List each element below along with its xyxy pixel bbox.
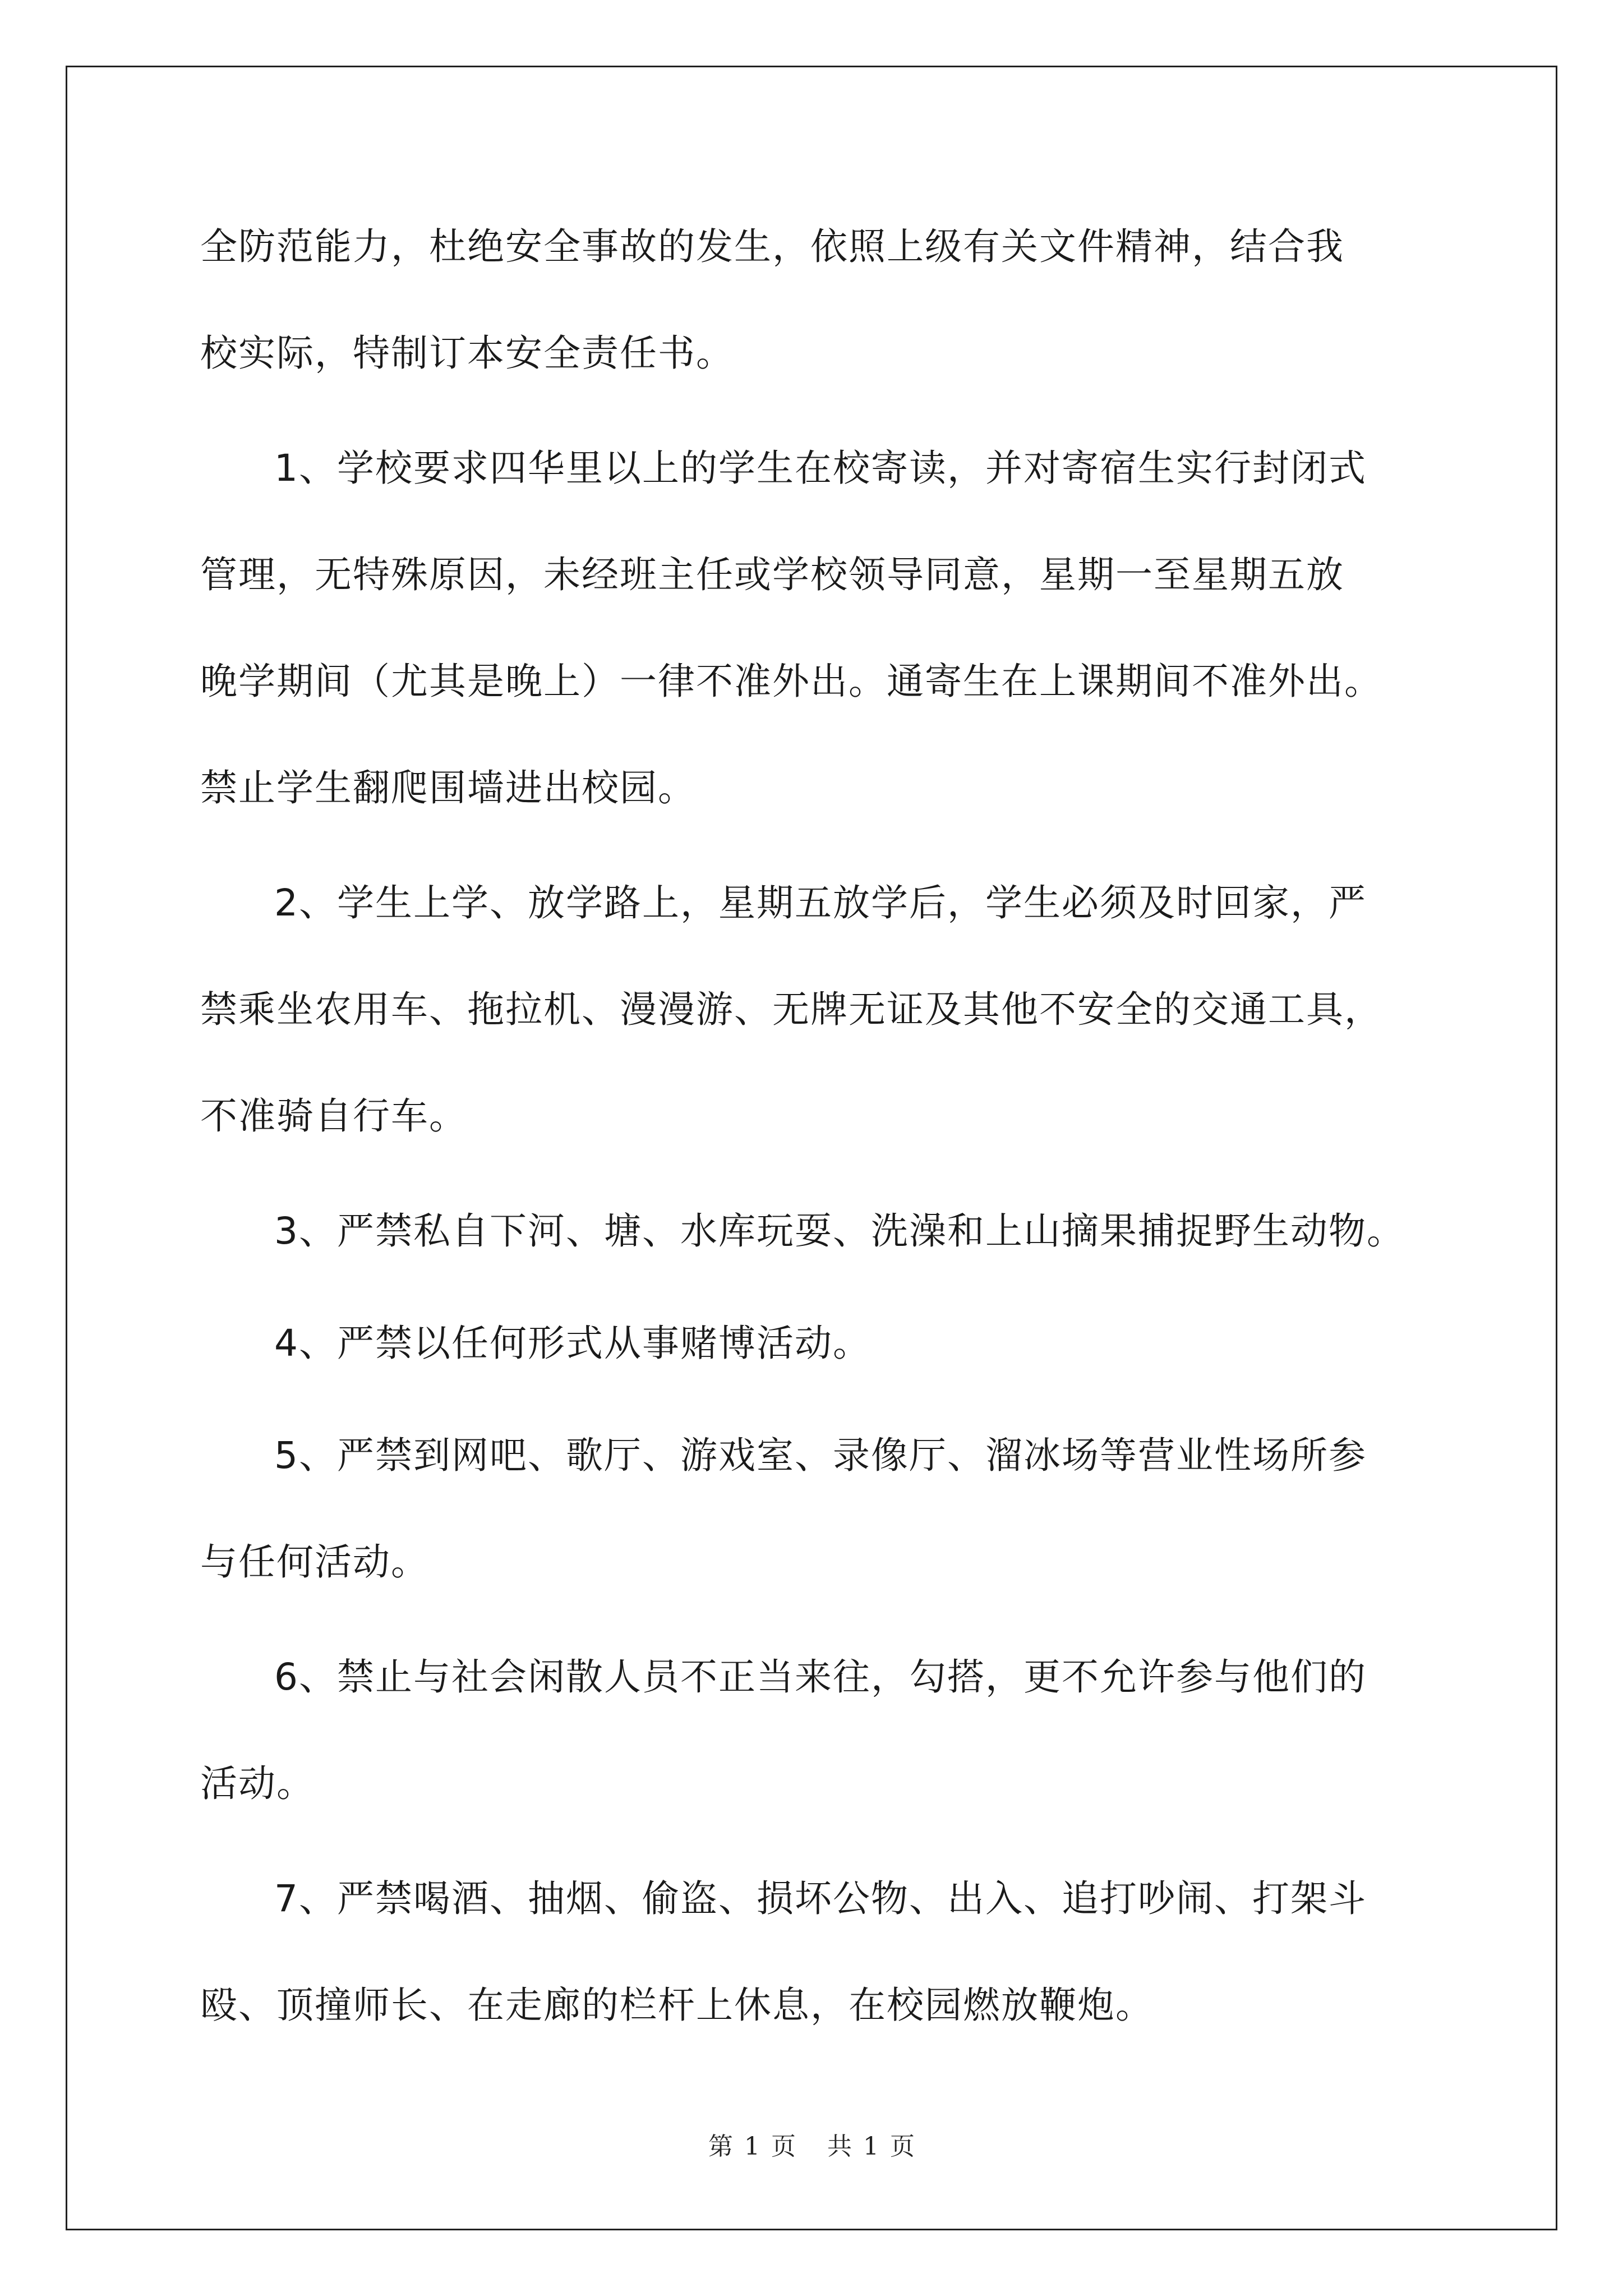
paragraph-2-start: 2、学生上学、放学路上，星期五放学后，学生必须及时回家，严: [274, 881, 1367, 924]
text-line: 禁止学生翻爬围墙进出校园。: [200, 766, 696, 809]
text-line: 校实际，特制订本安全责任书。: [200, 332, 734, 375]
text-line: 殴、顶撞师长、在走廊的栏杆上休息，在校园燃放鞭炮。: [200, 1984, 1154, 2027]
page-footer: [0, 2126, 1623, 2162]
paragraph-7-start: 7、严禁喝酒、抽烟、偷盗、损坏公物、出入、追打吵闹、打架斗: [274, 1877, 1367, 1920]
text-line: 活动。: [200, 1762, 315, 1805]
paragraph-3: 3、严禁私自下河、塘、水库玩耍、洗澡和上山摘果捕捉野生动物。: [274, 1209, 1405, 1253]
paragraph-5-start: 5、严禁到网吧、歌厅、游戏室、录像厅、溜冰场等营业性场所参: [274, 1434, 1367, 1477]
paragraph-1-start: 1、学校要求四华里以上的学生在校寄读，并对寄宿生实行封闭式: [274, 447, 1367, 490]
text-line: 与任何活动。: [200, 1540, 429, 1584]
page-number: 第 1 页: [708, 2132, 796, 2161]
text-line: 晚学期间（尤其是晚上）一律不准外出。通寄生在上课期间不准外出。: [200, 660, 1382, 703]
page-count: 共 1 页: [827, 2132, 915, 2161]
text-line: 管理，无特殊原因，未经班主任或学校领导同意，星期一至星期五放: [200, 553, 1344, 596]
text-line: 全防范能力，杜绝安全事故的发生，依照上级有关文件精神，结合我: [200, 225, 1344, 268]
text-line: 不准骑自行车。: [200, 1094, 467, 1138]
paragraph-6-start: 6、禁止与社会闲散人员不正当来往，勾搭，更不允许参与他们的: [274, 1655, 1367, 1699]
paragraph-4: 4、严禁以任何形式从事赌博活动。: [274, 1322, 871, 1365]
text-line: 禁乘坐农用车、拖拉机、漫漫游、无牌无证及其他不安全的交通工具，: [200, 988, 1382, 1031]
